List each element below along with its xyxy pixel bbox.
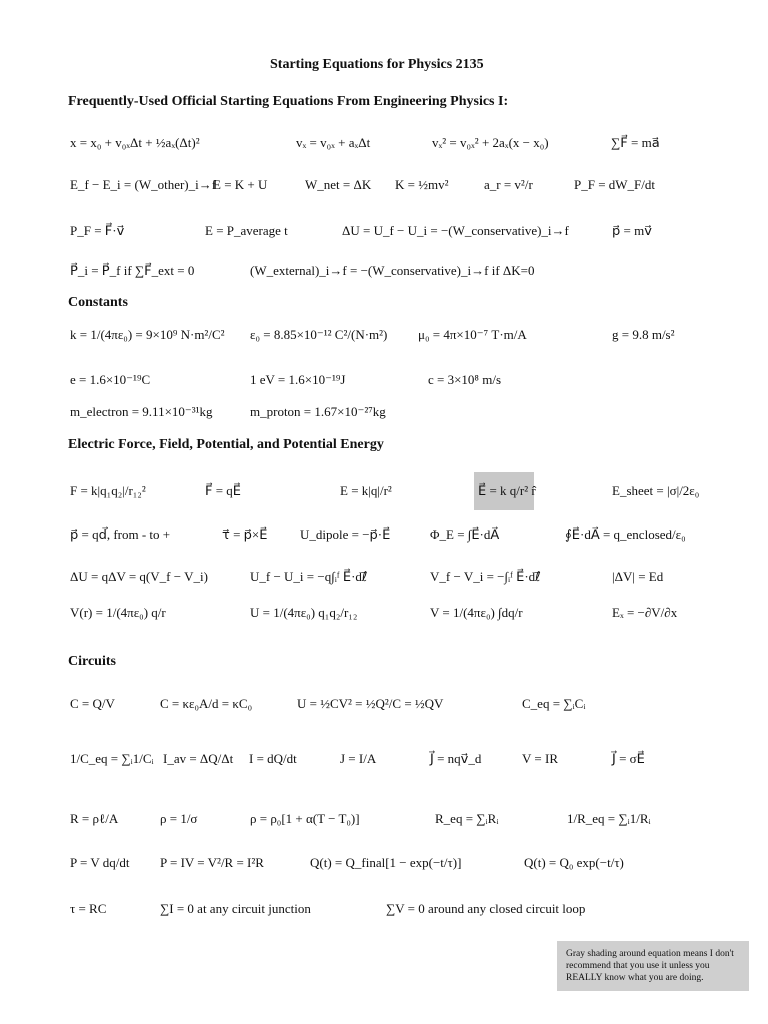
page-title: Starting Equations for Physics 2135: [270, 57, 484, 72]
equation: 1/R_eq = ∑ᵢ1/Rᵢ: [567, 811, 651, 826]
section-heading-electric: Electric Force, Field, Potential, and Potential Energy: [68, 437, 384, 452]
equation: V_f − V_i = −∫ᵢᶠ E⃗·dℓ⃗: [430, 569, 541, 584]
equation: 1/C_eq = ∑ᵢ1/Cᵢ: [70, 751, 154, 766]
equation: K = ½mv²: [395, 177, 449, 192]
equation: τ⃗ = p⃗×E⃗: [222, 527, 268, 542]
equation: I = dQ/dt: [249, 751, 297, 766]
equation: U = 1/(4πε₀) q₁q₂/r₁₂: [250, 605, 358, 620]
equation: J = I/A: [340, 751, 377, 766]
equation: Q(t) = Q₀ exp(−t/τ): [524, 855, 624, 870]
equation: vₓ² = v₀ₓ² + 2aₓ(x − x₀): [432, 135, 549, 150]
equation: U = ½CV² = ½Q²/C = ½QV: [297, 696, 444, 711]
equation: ΔU = qΔV = q(V_f − V_i): [70, 569, 208, 584]
equation: m_electron = 9.11×10⁻³¹kg: [70, 404, 213, 419]
equation: R_eq = ∑ᵢRᵢ: [435, 811, 499, 826]
equation: E = P_average t: [205, 223, 288, 238]
equation: ε₀ = 8.85×10⁻¹² C²/(N·m²): [250, 327, 388, 342]
equation: ρ = 1/σ: [160, 811, 198, 826]
equation: e = 1.6×10⁻¹⁹C: [70, 372, 151, 387]
equation: ∑V = 0 around any closed circuit loop: [386, 901, 586, 916]
equation: F = k|q₁q₂|/r₁₂²: [70, 483, 146, 498]
equation: τ = RC: [70, 901, 107, 916]
equation: C = Q/V: [70, 696, 115, 711]
equation: p⃗ = qd⃗, from - to +: [70, 527, 171, 542]
equation: g = 9.8 m/s²: [612, 327, 675, 342]
equation: U_f − U_i = −q∫ᵢᶠ E⃗·dℓ⃗: [250, 569, 368, 584]
equation: ∑I = 0 at any circuit junction: [160, 901, 311, 916]
equation: J⃗ = nqv⃗_d: [430, 751, 482, 766]
equation: E = K + U: [213, 177, 268, 192]
equation: (W_external)_i→f = −(W_conservative)_i→f if ΔK=0: [250, 263, 535, 278]
equation: E = k|q|/r²: [340, 483, 392, 498]
equation: |ΔV| = Ed: [612, 569, 664, 584]
equation: Eₓ = −∂V/∂x: [612, 605, 678, 620]
shading-note: Gray shading around equation means I don't recommend that you use it unless you REALLY know what you are doing.: [557, 941, 749, 991]
equation: I_av = ΔQ/Δt: [163, 751, 234, 766]
equation: ∑F⃗ = ma⃗: [611, 135, 660, 150]
equation: V(r) = 1/(4πε₀) q/r: [70, 605, 166, 620]
equation: c = 3×10⁸ m/s: [428, 372, 501, 387]
equation: ρ = ρ₀[1 + α(T − T₀)]: [250, 811, 360, 826]
equation: m_proton = 1.67×10⁻²⁷kg: [250, 404, 386, 419]
equation: E_f − E_i = (W_other)_i→f: [70, 177, 217, 192]
equation: ∮E⃗·dA⃗ = q_enclosed/ε₀: [565, 527, 686, 542]
equation: J⃗ = σE⃗: [612, 751, 645, 766]
equation: R = ρℓ/A: [70, 811, 119, 826]
equation: Q(t) = Q_final[1 − exp(−t/τ)]: [310, 855, 462, 870]
equation: C_eq = ∑ᵢCᵢ: [522, 696, 586, 711]
section-heading-circuits: Circuits: [68, 654, 116, 669]
equation: P_F = dW_F/dt: [574, 177, 656, 192]
equation: vₓ = v₀ₓ + aₓΔt: [296, 135, 371, 150]
equation: W_net = ΔK: [305, 177, 372, 192]
equation: V = 1/(4πε₀) ∫dq/r: [430, 605, 523, 620]
equation: P = IV = V²/R = I²R: [160, 855, 264, 870]
equation: U_dipole = −p⃗·E⃗: [300, 527, 391, 542]
section-heading-official: Frequently-Used Official Starting Equations From Engineering Physics I:: [68, 94, 509, 109]
section-heading-constants: Constants: [68, 295, 128, 310]
equation: V = IR: [522, 751, 558, 766]
equation: k = 1/(4πε₀) = 9×10⁹ N·m²/C²: [70, 327, 225, 342]
equation: Φ_E = ∫E⃗·dA⃗: [430, 527, 500, 542]
equation: μ₀ = 4π×10⁻⁷ T·m/A: [418, 327, 527, 342]
equation: P_F = F⃗·v⃗: [70, 223, 125, 238]
equation-shaded: E⃗ = k q/r² r̂: [478, 483, 536, 498]
equation: 1 eV = 1.6×10⁻¹⁹J: [250, 372, 346, 387]
equation: x = x₀ + v₀ₓΔt + ½aₓ(Δt)²: [70, 135, 200, 150]
equation: F⃗ = qE⃗: [205, 483, 242, 498]
equation: P = V dq/dt: [70, 855, 130, 870]
equation: E_sheet = |σ|/2ε₀: [612, 483, 700, 498]
equation: P⃗_i = P⃗_f if ∑F⃗_ext = 0: [70, 263, 195, 278]
equation: p⃗ = mv⃗: [612, 223, 652, 238]
equation: C = κε₀A/d = κC₀: [160, 696, 253, 711]
equation: a_r = v²/r: [484, 177, 533, 192]
equation: ΔU = U_f − U_i = −(W_conservative)_i→f: [342, 223, 569, 238]
